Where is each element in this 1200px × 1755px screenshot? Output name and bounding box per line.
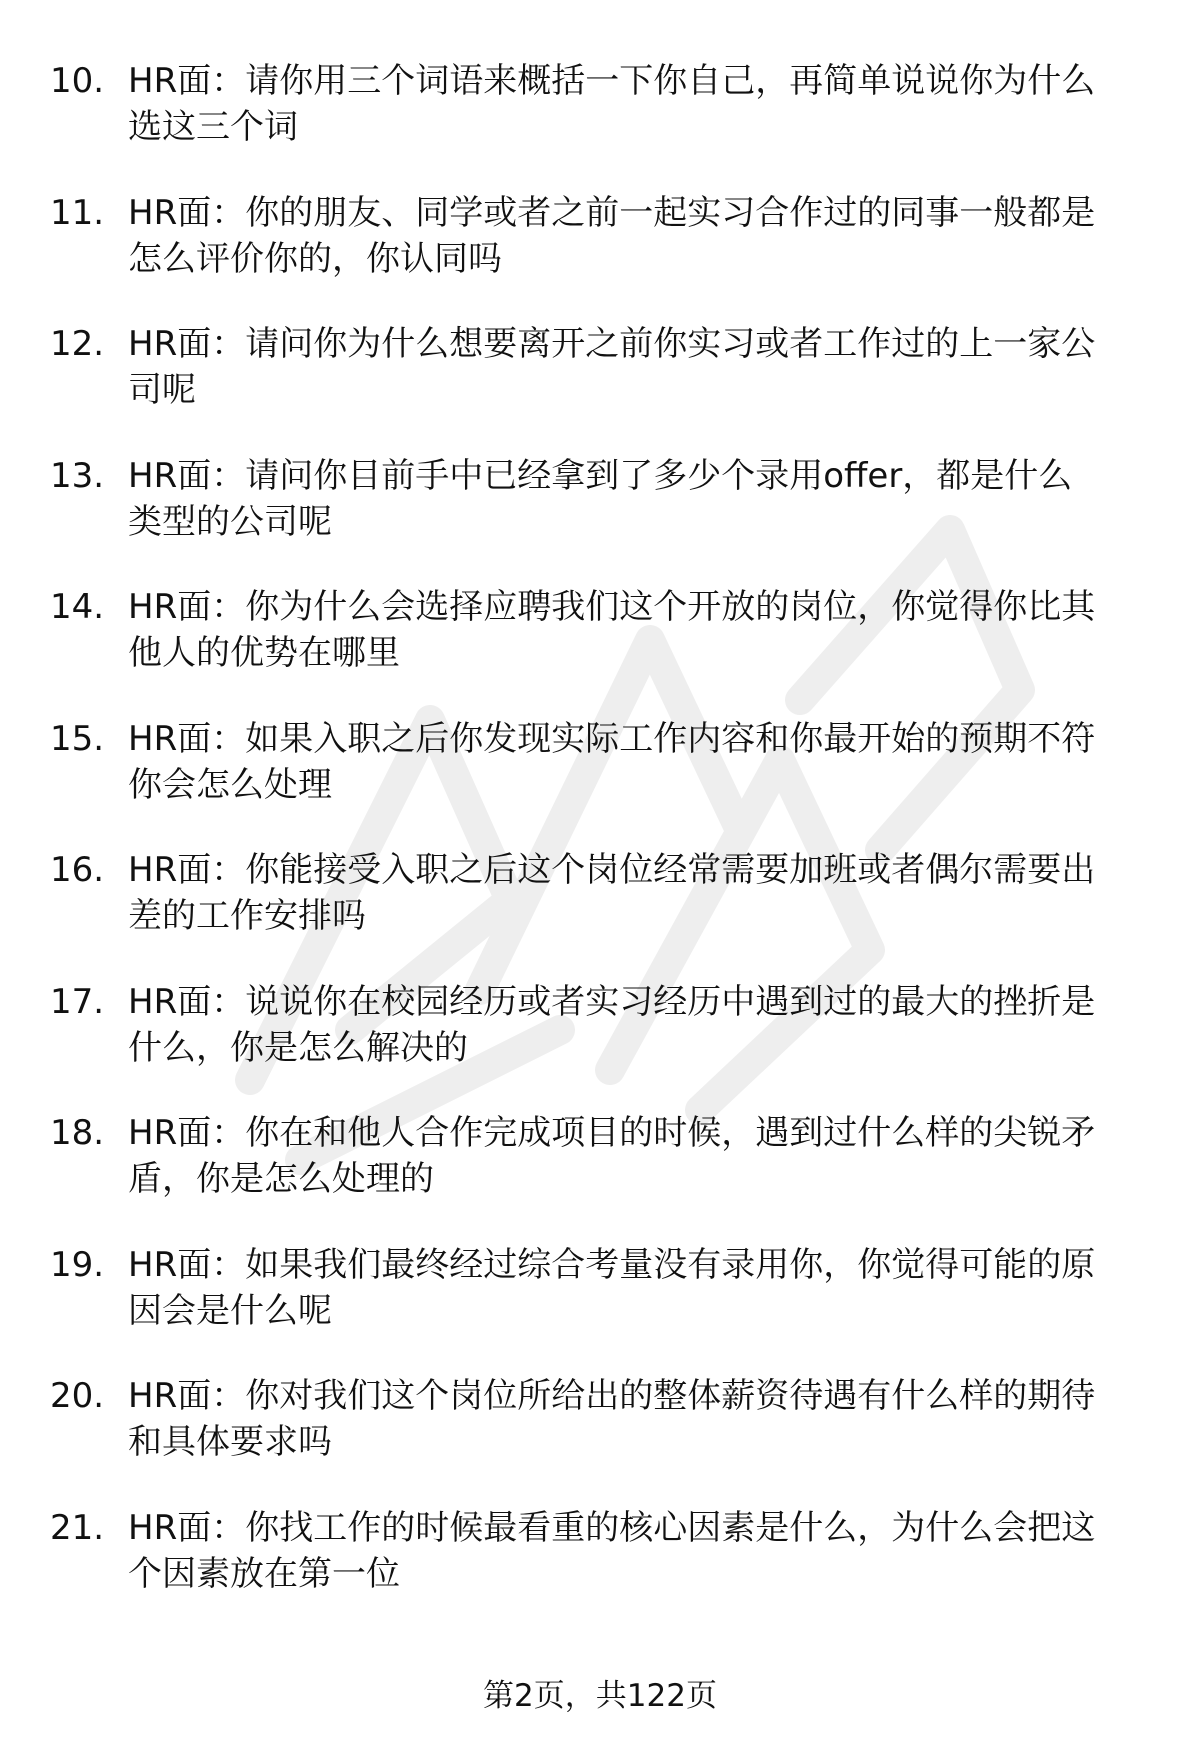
question-text: [128, 584, 1158, 676]
question-text-line: HR面：请问你目前手中已经拿到了多少个录用offer，都是什么: [128, 455, 1073, 496]
question-text: [128, 321, 1158, 413]
question-number: 14.: [50, 587, 105, 627]
question-text-line: 个因素放在第一位: [128, 1553, 400, 1594]
question-text-line: HR面：你对我们这个岗位所给出的整体薪资待遇有什么样的期待: [128, 1376, 1096, 1416]
question-text-line: 因会是什么呢: [128, 1290, 332, 1331]
question-number: 12.: [50, 324, 105, 364]
question-number: 15.: [50, 718, 105, 759]
question-text-line: 选这三个词: [128, 107, 298, 147]
question-text-line: HR面：你在和他人合作完成项目的时候，遇到过什么样的尖锐矛: [128, 1113, 1096, 1153]
question-text: [128, 1505, 1158, 1597]
question-text-line: HR面：说说你在校园经历或者实习经历中遇到过的最大的挫折是: [128, 981, 1096, 1022]
question-number: 16.: [50, 850, 105, 890]
question-item: [0, 190, 1200, 322]
question-item: [0, 1110, 1200, 1242]
question-number: 20.: [50, 1376, 105, 1416]
question-text-line: 什么，你是怎么解决的: [128, 1027, 468, 1068]
question-text-line: HR面：你找工作的时候最看重的核心因素是什么，为什么会把这: [128, 1507, 1096, 1548]
question-number: 18.: [50, 1113, 105, 1153]
question-text: [128, 453, 1158, 545]
question-text-line: 他人的优势在哪里: [128, 633, 400, 673]
question-item: [0, 1373, 1200, 1505]
question-text-line: 司呢: [128, 370, 196, 410]
question-text-line: HR面：请问你为什么想要离开之前你实习或者工作过的上一家公: [128, 324, 1096, 364]
question-number: 11.: [50, 192, 105, 233]
question-text: [128, 1110, 1158, 1202]
question-number: 10.: [50, 61, 105, 101]
question-text-line: HR面：如果我们最终经过综合考量没有录用你，你觉得可能的原: [128, 1244, 1096, 1285]
page-footer: 第2页，共122页: [483, 1678, 717, 1714]
question-list: [0, 58, 1200, 1636]
question-item: [0, 1242, 1200, 1374]
question-text: [128, 1373, 1158, 1465]
question-item: [0, 1505, 1200, 1637]
question-text-line: HR面：你为什么会选择应聘我们这个开放的岗位，你觉得你比其: [128, 587, 1096, 627]
question-text-line: 你会怎么处理: [128, 764, 332, 805]
question-text-line: 差的工作安排吗: [128, 896, 366, 936]
question-text: [128, 190, 1158, 282]
question-item: [0, 321, 1200, 453]
question-text-line: HR面：如果入职之后你发现实际工作内容和你最开始的预期不符: [128, 718, 1096, 759]
question-text: [128, 58, 1158, 150]
question-text: [128, 1242, 1158, 1334]
question-text: [128, 979, 1158, 1071]
question-item: [0, 716, 1200, 848]
question-text-line: HR面：请你用三个词语来概括一下你自己，再简单说说你为什么: [128, 61, 1096, 101]
question-text-line: 怎么评价你的，你认同吗: [128, 238, 502, 279]
question-text: [128, 716, 1158, 808]
question-text-line: 类型的公司呢: [128, 501, 332, 542]
question-text: [128, 847, 1158, 939]
question-text-line: HR面：你的朋友、同学或者之前一起实习合作过的同事一般都是: [128, 192, 1096, 233]
question-text-line: 盾，你是怎么处理的: [128, 1159, 434, 1199]
question-item: [0, 847, 1200, 979]
question-item: [0, 453, 1200, 585]
question-text-line: HR面：你能接受入职之后这个岗位经常需要加班或者偶尔需要出: [128, 850, 1096, 890]
question-number: 21.: [50, 1507, 105, 1548]
question-item: [0, 979, 1200, 1111]
question-number: 13.: [50, 455, 105, 496]
question-number: 17.: [50, 981, 105, 1022]
question-item: [0, 58, 1200, 190]
question-number: 19.: [50, 1244, 105, 1285]
question-text-line: 和具体要求吗: [128, 1422, 332, 1462]
question-item: [0, 584, 1200, 716]
